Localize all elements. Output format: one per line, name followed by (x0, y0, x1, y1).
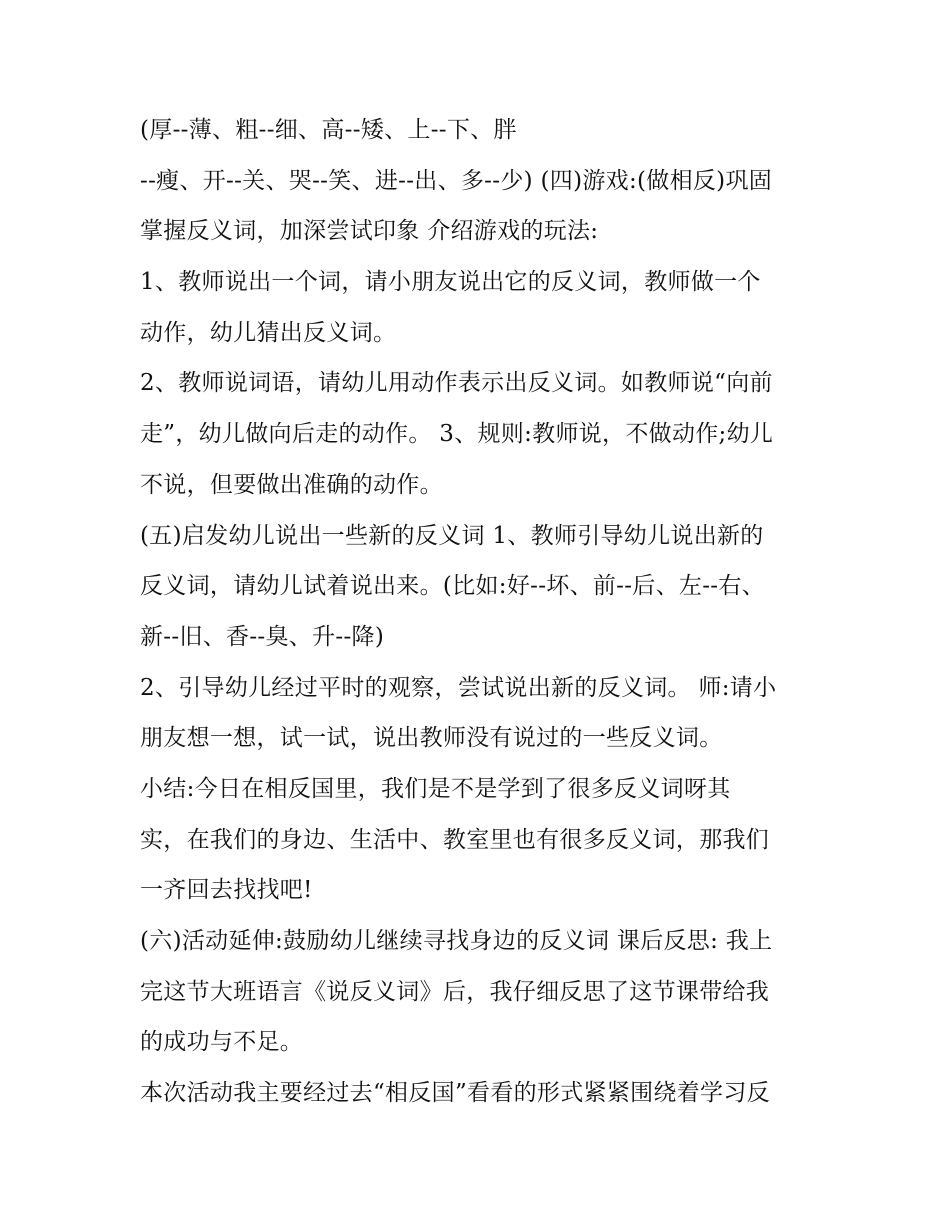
text-line: 完这节大班语言《说反义词》后，我仔细反思了这节课带给我 (140, 978, 770, 1005)
text-line: 2、引导幼儿经过平时的观察，尝试说出新的反义词。 师:请小 (140, 674, 777, 701)
text-line: (六)活动延伸:鼓励幼儿继续寻找身边的反义词 课后反思: 我上 (140, 928, 773, 954)
text-line: 不说，但要做出准确的动作。 (140, 471, 443, 498)
text-line: --瘦、开--关、哭--笑、进--出、多--少) (四)游戏:(做相反)巩固 (140, 167, 773, 194)
text-line: 2、教师说词语，请幼儿用动作表示出反义词。如教师说“向前 (140, 370, 773, 397)
text-line: 走”，幼儿做向后走的动作。 3、规则:教师说，不做动作;幼儿 (140, 421, 774, 448)
text-line: 的成功与不足。 (140, 1029, 304, 1056)
text-line: 1、教师说出一个词，请小朋友说出它的反义词，教师做一个 (140, 269, 761, 296)
text-line: 一齐回去找找吧! (140, 877, 313, 904)
text-line: 本次活动我主要经过去“相反国”看看的形式紧紧围绕着学习反 (140, 1080, 770, 1107)
document-body (140, 112, 820, 1126)
text-line: 动作，幼儿猜出反义词。 (140, 319, 397, 346)
text-line: 实，在我们的身边、生活中、教室里也有很多反义词，那我们 (140, 826, 770, 853)
text-line: 新--旧、香--臭、升--降) (140, 623, 385, 650)
text-line: 小结:今日在相反国里，我们是不是学到了很多反义词呀其 (140, 775, 731, 802)
text-line: (厚--薄、粗--细、高--矮、上--下、胖 (140, 117, 517, 143)
text-line: 掌握反义词，加深尝试印象 介绍游戏的玩法: (140, 218, 599, 245)
text-line: 朋友想一想，试一试，说出教师没有说过的一些反义词。 (140, 725, 723, 752)
text-line: (五)启发幼儿说出一些新的反义词 1、教师引导幼儿说出新的 (140, 522, 764, 549)
text-line: 反义词，请幼儿试着说出来。(比如:好--坏、前--后、左--右、 (140, 573, 765, 600)
